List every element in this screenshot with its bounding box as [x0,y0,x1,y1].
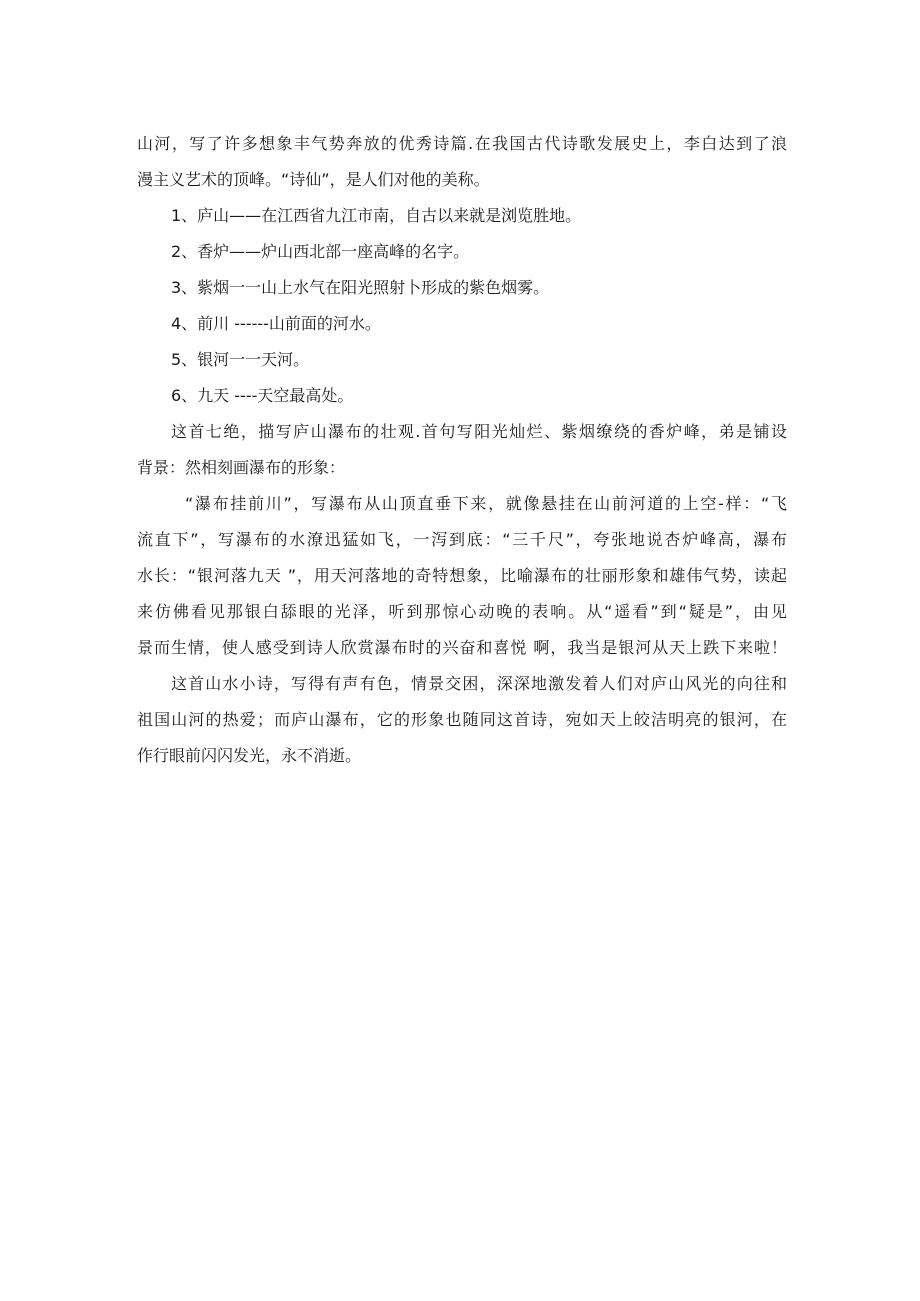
text-line: 流直下”，写瀑布的水潦迅猛如飞，一泻到底：“三千尺”，夸张地说杏炉峰高，瀑布 [137,530,787,549]
text-line: 山河，写了许多想象丰气势奔放的优秀诗篇.在我国古代诗歌发展史上，李白达到了浪 [137,134,787,153]
note-item: 6、九天 ----天空最高处。 [171,386,354,405]
note-item: 4、前川 ------山前面的河水。 [171,314,381,333]
text-line: 景而生情，使人感受到诗人欣赏瀑布时的兴奋和喜悦 啊，我当是银河从天上跌下来啦！ [137,638,787,657]
text-line: 祖国山河的热爱；而庐山瀑布，它的形象也随同这首诗，宛如天上皎洁明亮的银河，在 [137,710,787,729]
text-line: “瀑布挂前川”，写瀑布从山顶直垂下来，就像悬挂在山前河道的上空-样：“飞 [185,494,787,513]
text-line: 这首七绝，描写庐山瀑布的壮观.首句写阳光灿烂、紫烟缭绕的香炉峰，弟是铺设 [171,422,787,441]
text-line: 这首山水小诗，写得有声有色，情景交困，深深地激发着人们对庐山风光的向往和 [171,674,787,693]
note-item: 2、香炉——炉山西北部一座高峰的名字。 [171,242,470,261]
note-item: 1、庐山——在江西省九江市南，自古以来就是浏览胜地。 [171,206,582,225]
text-line: 漫主义艺术的顶峰。“诗仙”，是人们对他的美称。 [137,170,490,189]
note-item: 5、银河一一天河。 [171,350,310,369]
text-line: 作行眼前闪闪发光，永不消逝。 [137,746,362,765]
text-line: 背景：然相刻画瀑布的形象： [137,458,346,477]
note-item: 3、紫烟一一山上水气在阳光照射卜形成的紫色烟雾。 [171,278,550,297]
text-line: 水长：“银河落九天 ”，用天河落地的奇特想象，比喻瀑布的壮丽形象和雄伟气势，读起 [137,566,787,585]
text-line: 来仿佛看见那银白舔眼的光泽，听到那惊心动晚的表响。从“遥看”到“疑是”，由见 [137,602,787,621]
document-page [137,126,787,774]
